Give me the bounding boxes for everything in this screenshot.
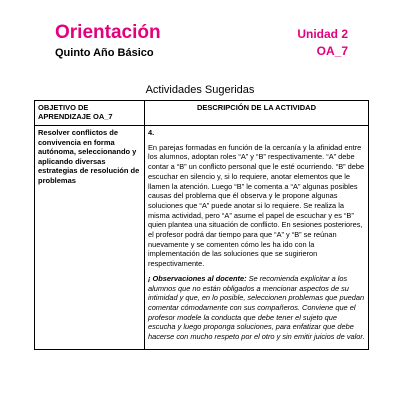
description-cell bbox=[145, 126, 369, 350]
header-left bbox=[55, 22, 161, 60]
table-header-row bbox=[35, 101, 369, 126]
header-description: DESCRIPCIÓN DE LA ACTIVIDAD bbox=[145, 101, 369, 126]
oa-label: OA_7 bbox=[316, 44, 348, 58]
unit-label: Unidad 2 bbox=[297, 27, 348, 41]
header-right bbox=[297, 27, 348, 59]
teacher-observations bbox=[148, 274, 365, 342]
observations-text: Se recomienda explicitar a los alumnos que no están obligados a mencionar aspectos de su intimidad y que, en lo posible, seleccionen problemas que puedan comentar cómodamente con sus compañeros. Conviene que el profesor modele la conducta que debe tener el sujeto que escucha y luego proponga soluciones, para enfatizar que debe hacerse con mucho respeto por el otro y sin emitir juicios de valor. bbox=[148, 273, 365, 342]
objective-cell: Resolver conflictos de convivencia en forma autónoma, seleccionando y aplicando diversas estrategias de resolución de problemas bbox=[35, 126, 145, 350]
section-title: Actividades Sugeridas bbox=[145, 84, 255, 96]
page-subtitle: Quinto Año Básico bbox=[55, 47, 154, 59]
activity-paragraph: En parejas formadas en función de la cercanía y la afinidad entre los alumnos, adoptan roles “A” y “B” respectivamente. “A” debe contar a “B” un conflicto personal que le esté ocurriendo. “B” debe escuchar en silencio y, si lo requiere, anotar elementos que le llamen la atención. Luego “B” le comenta a “A” algunas posibles causas del problema que él observa y le propone algunas soluciones que “A” puede anotar si lo requiere. Se realiza la misma actividad, pero “A” asume el papel de escuchar y es “B” quien plantea una situación de conflicto. En sesiones posteriores, el profesor podrá dar tiempo para que “A” y “B” se reúnan nuevamente y se comenten cómo les ha ido con la implementación de las soluciones que se sugirieron respectivamente. bbox=[148, 142, 365, 269]
page-title: Orientación bbox=[55, 22, 161, 43]
activity-number: 4. bbox=[148, 128, 155, 137]
activity-table bbox=[34, 100, 369, 350]
table-row bbox=[35, 126, 369, 350]
observations-label: ¡ Observaciones al docente: bbox=[148, 273, 247, 283]
header-objective: OBJETIVO DE APRENDIZAJE OA_7 bbox=[35, 101, 145, 126]
